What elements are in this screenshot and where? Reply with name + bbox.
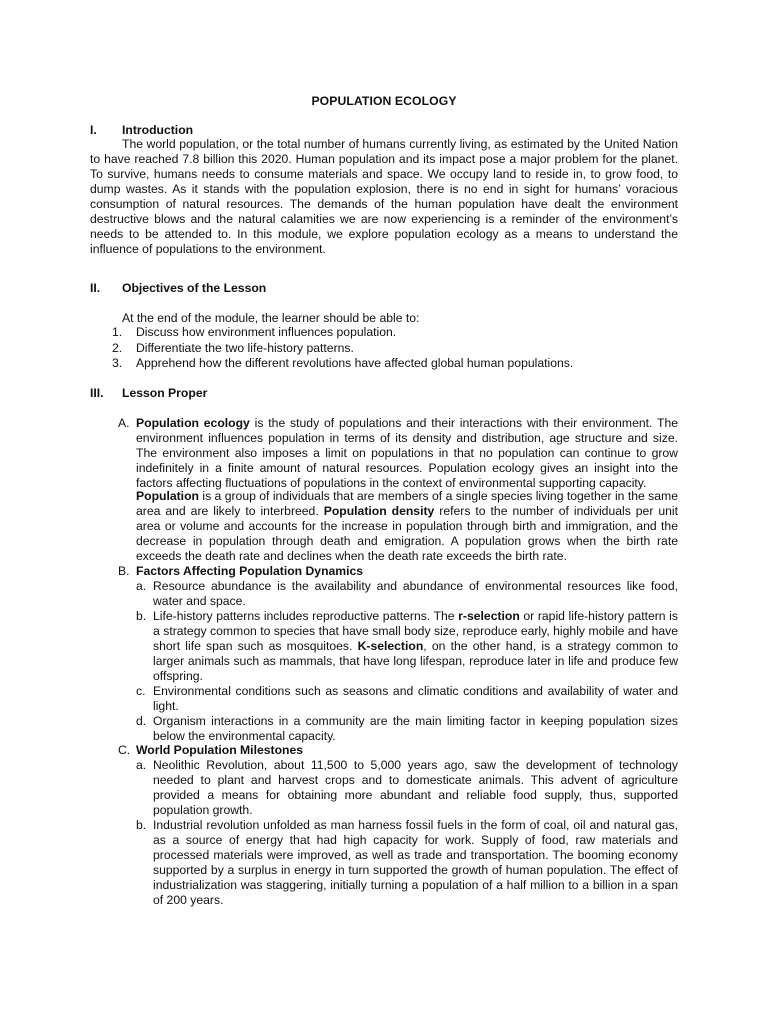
item-label: a. <box>136 579 147 593</box>
subsection-label-a: A. <box>118 416 130 430</box>
factor-environmental-conditions: Environmental conditions such as seasons and climatic conditions and availability of water and light. <box>153 684 678 713</box>
subsection-label-b: B. <box>118 564 130 578</box>
section-title: Lesson Proper <box>122 386 208 400</box>
factor-resource-abundance: Resource abundance is the availability and abundance of environmental resources like food, water and space. <box>153 579 678 608</box>
population-ecology-paragraph <box>136 416 678 491</box>
paragraph-text: refers to the number of individuals per unit area or volume and accounts for the increase in population through birth and immigration, and the decrease in population through death and emigration. A population grows when the birth rate exceeds the death rate and declines when the death rate exceeds the birth rate. <box>136 504 679 563</box>
term-k-selection: K-selection <box>357 639 424 653</box>
subsection-heading-milestones: World Population Milestones <box>136 743 304 757</box>
paragraph-text: Life-history patterns includes reproductive patterns. The <box>153 609 459 623</box>
section-title: Objectives of the Lesson <box>122 281 267 295</box>
item-label: a. <box>136 758 147 772</box>
document-title: POPULATION ECOLOGY <box>311 94 457 108</box>
section-number: II. <box>90 281 101 295</box>
list-number: 1. <box>112 325 123 339</box>
list-text: Differentiate the two life-history patterns. <box>136 340 354 355</box>
term-population-density: Population density <box>323 504 435 518</box>
section-number: I. <box>90 123 97 137</box>
milestone-industrial: Industrial revolution unfolded as man harness fossil fuels in the form of coal, oil and natural gas, as a source of energy that had high capacity for work. Supply of food, raw materials and processed materials were improved, as well as trade and transportation. The booming economy supported by a surplus in energy in turn supported the growth of human population. The effect of industrialization was staggering, initially turning a population of a half million to a billion in a span of 200 years. <box>153 818 678 907</box>
section-title: Introduction <box>122 123 194 137</box>
term-population-ecology: Population ecology <box>136 416 250 430</box>
item-label: c. <box>136 684 146 698</box>
paragraph-text: , on the other hand, is a strategy common to larger animals such as mammals, that have long lifespan, reproduce later in life and produce few offspring. <box>153 639 678 683</box>
section-number: III. <box>90 386 104 400</box>
objectives-intro: At the end of the module, the learner should be able to: <box>122 311 420 325</box>
list-text: Apprehend how the different revolutions have affected global human populations. <box>136 356 574 370</box>
population-paragraph <box>136 489 678 564</box>
item-label: d. <box>136 714 147 728</box>
intro-paragraph: The world population, or the total number of humans currently living, as estimated by the United Nation to have reached 7.8 billion this 2020. Human population and its impact pose a major problem for the planet. To survive, humans needs to consume materials and space. We occupy land to reside in, to grow food, to dump wastes. As it stands with the population explosion, there is no end in sight for humans’ voracious consumption of natural resources. The demands of the human population have dealt the environment destructive blows and the natural calamities we are now experiencing is a reminder of the environment’s needs to be attended to. In this module, we explore population ecology as a means to understand the influence of populations to the environment. <box>90 137 678 256</box>
paragraph-text: is the study of populations and their interactions with their environment. The environment influences population in terms of its density and distribution, age structure and size. The environment also imposes a limit on populations in that no population can continue to grow indefinitely in a finite amount of natural resources. Population ecology gives an insight into the factors affecting fluctuations of populations in the context of environmental supporting capacity. <box>136 416 679 490</box>
factor-life-history <box>153 609 678 684</box>
paragraph-text: or rapid life-history pattern is a strategy common to species that have small body size, reproduce early, highly mobile and have short life span such as mosquitoes. <box>153 609 678 653</box>
term-population: Population <box>136 489 199 503</box>
term-r-selection: r-selection <box>458 609 520 623</box>
milestone-neolithic: Neolithic Revolution, about 11,500 to 5,000 years ago, saw the development of technology needed to plant and harvest crops and to domesticate animals. This advent of agriculture provided a means for obtaining more abundant and reliable food supply, thus, supported population growth. <box>153 758 678 817</box>
item-label: b. <box>136 818 147 832</box>
item-label: b. <box>136 609 147 623</box>
subsection-label-c: C. <box>118 743 131 757</box>
factor-organism-interactions: Organism interactions in a community are the main limiting factor in keeping population sizes below the environmental capacity. <box>153 714 678 743</box>
subsection-heading-factors: Factors Affecting Population Dynamics <box>136 564 364 578</box>
list-number: 3. <box>112 356 123 370</box>
paragraph-text: is a group of individuals that are members of a single species living together in the same area and are likely to interbreed. <box>136 489 678 518</box>
list-text: Discuss how environment influences population. <box>136 325 397 339</box>
list-number: 2. <box>112 340 123 355</box>
